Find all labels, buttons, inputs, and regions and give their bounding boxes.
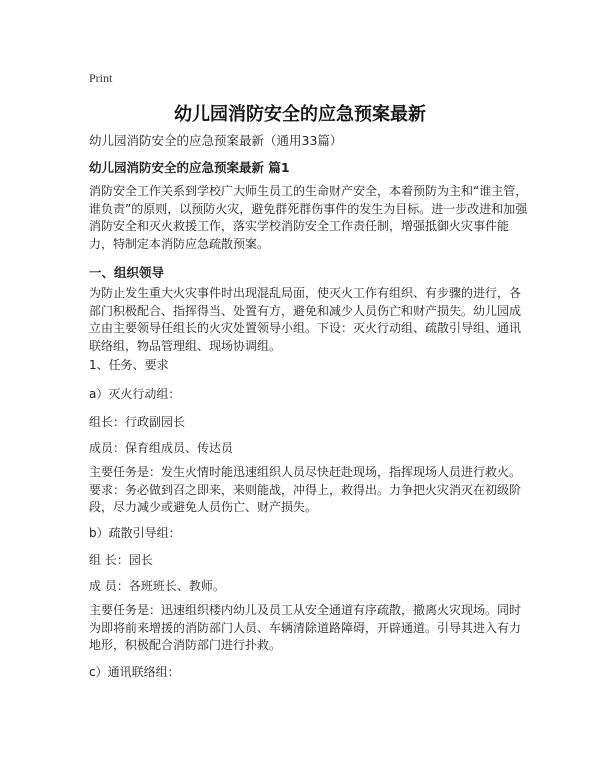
heading-org: 一、组织领导 xyxy=(89,265,165,280)
group-b-title: b）疏散引导组： xyxy=(89,526,181,540)
group-b-leader: 组 长：园长 xyxy=(89,553,153,567)
print-label[interactable]: Print xyxy=(89,71,113,85)
intro-paragraph: 消防安全工作关系到学校广大师生员工的生命财产安全，本着预防为主和“谁主管，谁负责”的原则，以预防火灾，避免群死群伤事件的发生为目标。进一步改进和加强消防安全和灭火救援工作，落实学校消防安全工作责任制，增强抵御火灾事件能力，特制定本消防应急疏散预案。 xyxy=(89,184,528,251)
org-paragraph: 为防止发生重大火灾事件时出现混乱局面，使灭火工作有组织、有步骤的进行，各部门积极配合、指挥得当、处置有方，避免和减少人员伤亡和财产损失。幼儿园成立由主要领导任组长的火灾处置领导小组。下设：灭火行动组、疏散引导组、通讯联络组，物品管理组、现场协调组。 xyxy=(89,286,522,353)
document-title: 幼儿园消防安全的应急预案最新 xyxy=(174,104,426,125)
group-a-title: a）灭火行动组： xyxy=(89,387,181,401)
group-a-duty: 主要任务是：发生火情时能迅速组织人员尽快赶赴现场，指挥现场人员进行救火。要求：务必做到召之即来，来则能战，冲得上，救得出。力争把火灾消灭在初级阶段，尽力减少或避免人员伤亡、财产损失。 xyxy=(89,465,522,514)
group-c-title: c）通讯联络组： xyxy=(89,665,180,679)
tasks-heading: 1、任务、要求 xyxy=(89,358,169,372)
group-b-duty: 主要任务是：迅速组织楼内幼儿及员工从安全通道有序疏散，撤离火灾现场。同时为即将前来增援的消防部门人员、车辆清除道路障碍，开辟通道。引导其进入有力地形，积极配合消防部门进行扑救。 xyxy=(89,603,522,652)
section-title: 幼儿园消防安全的应急预案最新 篇1 xyxy=(89,160,290,175)
group-a-members: 成员：保育组成员、传达员 xyxy=(89,441,234,455)
group-b-members: 成 员：各班班长、教师。 xyxy=(89,579,225,593)
group-a-leader: 组长：行政副园长 xyxy=(89,415,186,429)
document-subtitle: 幼儿园消防安全的应急预案最新（通用33篇） xyxy=(89,133,343,148)
